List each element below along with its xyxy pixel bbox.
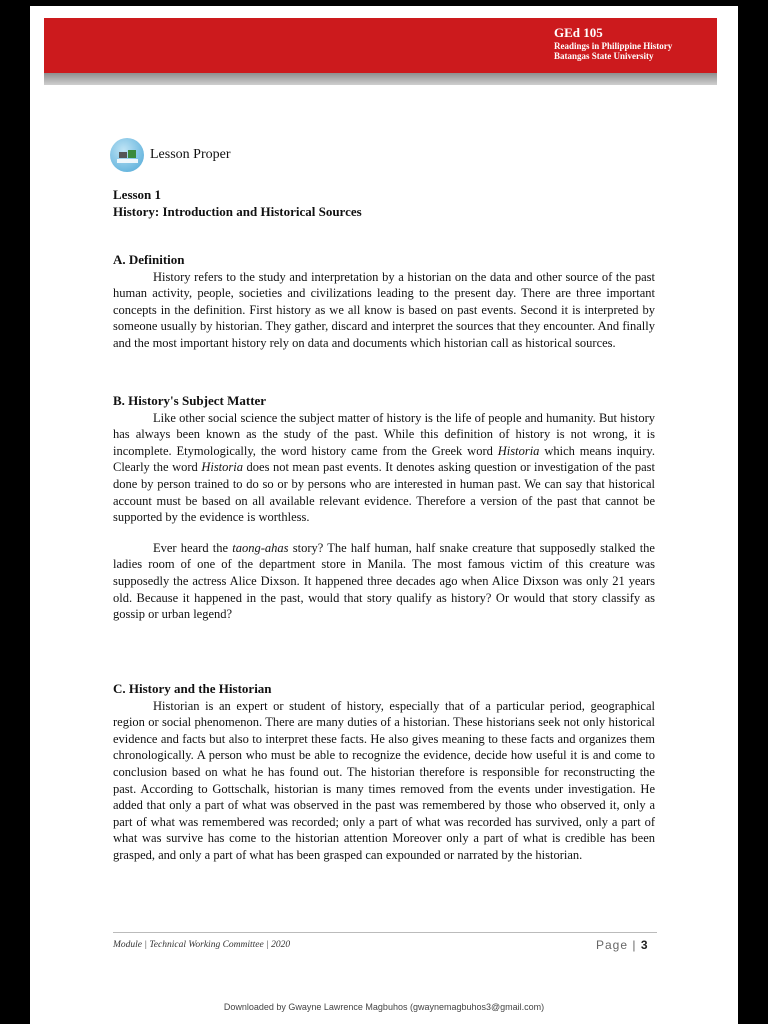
header-shadow (44, 73, 717, 85)
section-b (113, 393, 655, 623)
course-code: GEd 105 (554, 25, 603, 40)
page-number: Page | 3 (596, 938, 649, 952)
section-a (113, 252, 655, 352)
subject-name: Readings in Philippine History (554, 40, 673, 51)
lesson-proper-label: Lesson Proper (150, 147, 231, 162)
lesson-title: History: Introduction and Historical Sources (113, 204, 362, 219)
section-c (113, 681, 655, 864)
lesson-title-block (113, 186, 362, 220)
section-c-paragraph: Historian is an expert or student of history, especially that of a particular period, geographical region or social phenomenon. There are many duties of a historian. These historians seek not only historical evidence and facts but also to interpret these facts. He also gives meaning to these facts and organizes them chronologically. A person who must be able to recognize the evidence, decide how useful it is and come to conclusion based on what he has found out. The historian therefore is responsible for reconstructing the past. According to Gottschalk, historian is many times removed from the events under investigation. He added that only a part of what was observed in the past was remembered by those who observed it, only a part of what was remembered was recorded; only a part of what was recorded has survived, only a part of what was survive has come to the historian attention Moreover only a part of what is credible has been grasped, and only a part of what has been grasped can expounded or narrated by the historian. (113, 698, 655, 862)
lesson-proper (110, 138, 231, 172)
header-text (554, 26, 672, 62)
university-name: Batangas State University (554, 51, 654, 62)
section-b-heading: B. History's Subject Matter (113, 393, 267, 408)
classroom-icon (110, 138, 144, 172)
footer-module-text: Module | Technical Working Committee | 2020 (113, 940, 291, 950)
lesson-number: Lesson 1 (113, 187, 162, 202)
section-c-heading: C. History and the Historian (113, 681, 272, 696)
section-b-paragraph-2: Ever heard the taong-ahas story? The half human, half snake creature that supposedly stalked the ladies room of one of the department store in Manila. The most famous victim of this creature was supposedly the actress Alice Dixson. It happened three decades ago when Alice Dixson was only 21 years old. Because it happened in the past, would that story qualify as history? Or would that story classify as gossip or urban legend? (113, 540, 655, 622)
document-page (30, 6, 738, 1024)
download-note: Downloaded by Gwayne Lawrence Magbuhos (gwaynemagbuhos3@gmail.com) (223, 1002, 545, 1012)
section-b-paragraph-1: Like other social science the subject matter of history is the life of people and humanity. But history has always been known as the study of the past. While this definition of history is not wrong, it is incomplete. Etymologically, the word history came from the Greek word Historia which means inquiry. Clearly the word Historia does not mean past events. It denotes asking question or investigation of the past done by person trained to do so or by persons who are interested in human past. We can say that historical account must be based on all available relevant evidence. Therefore a version of the past that cannot be supported by the evidence is worthless. (113, 410, 655, 525)
footer-divider (113, 932, 657, 933)
section-a-paragraph: History refers to the study and interpretation by a historian on the data and other source of the past human activity, people, societies and civilizations leading to the present day. There are three important concepts in the definition. First history as we all know is based on past events. Second it is interpreted by someone usually by historian. They gather, discard and interpret the sources that they encounter. And finally and the most important history rely on data and documents which historian call as historical sources. (113, 269, 655, 350)
section-a-heading: A. Definition (113, 252, 185, 267)
